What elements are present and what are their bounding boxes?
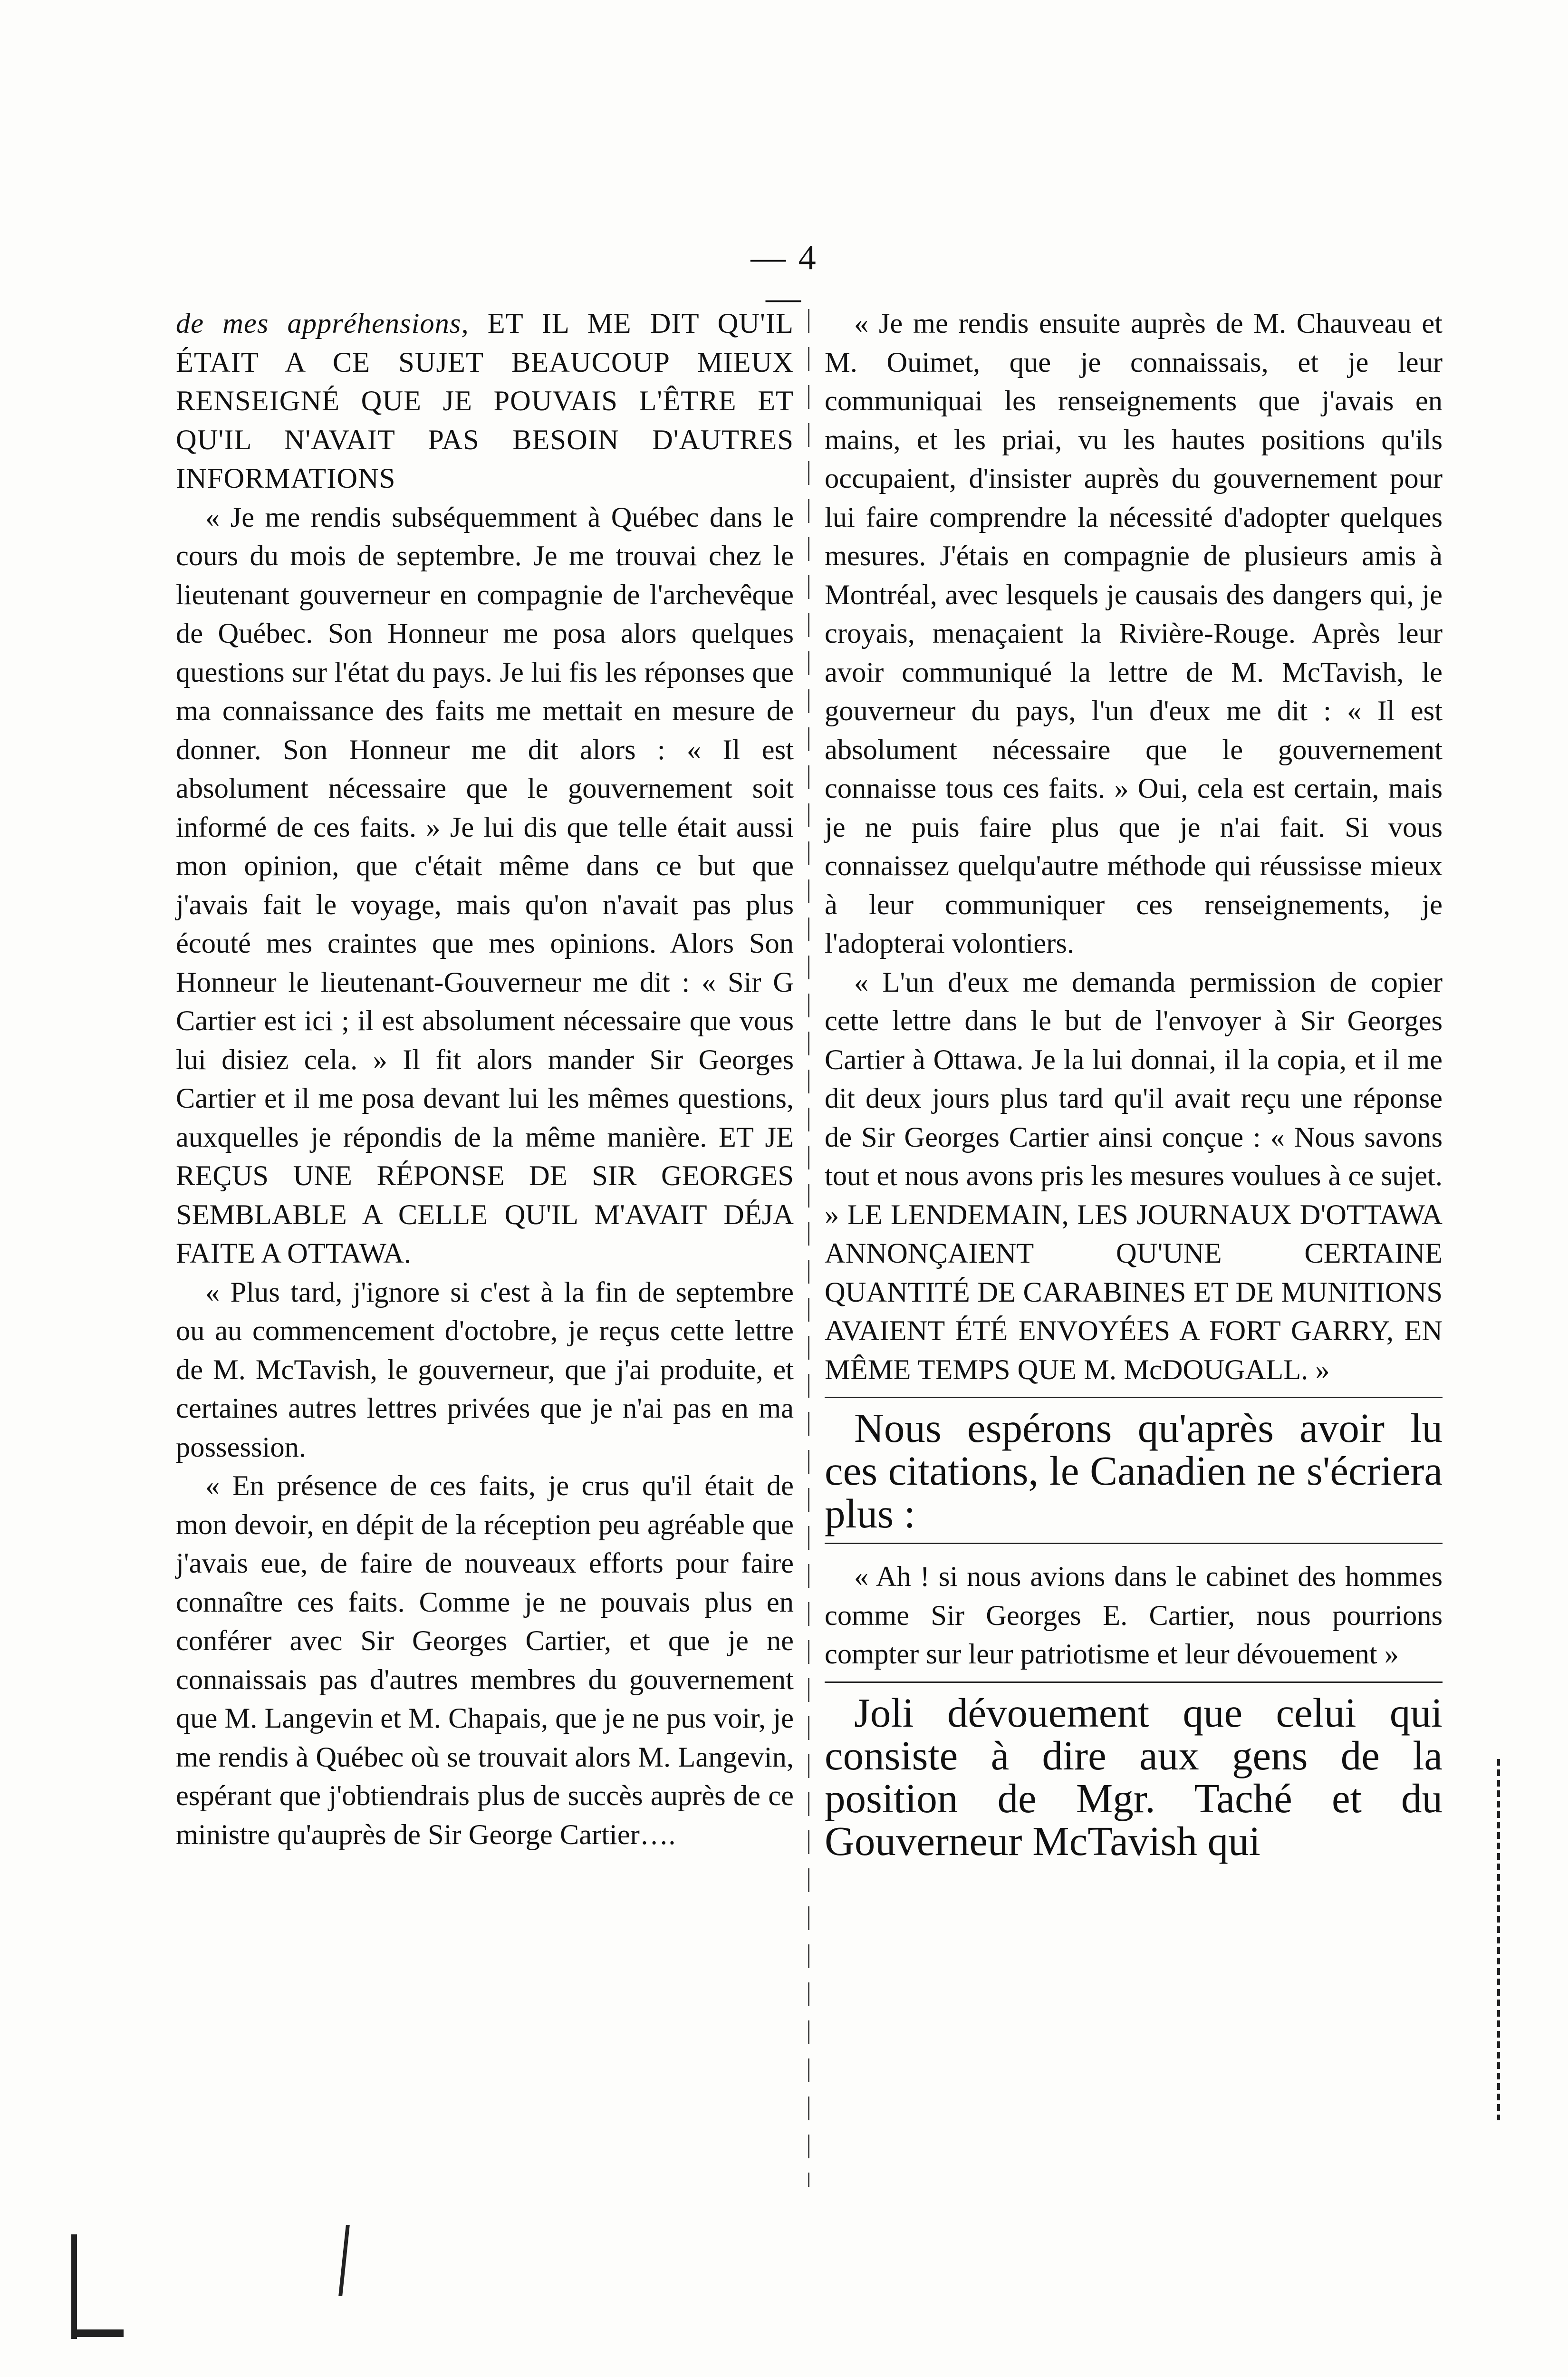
section-rule [825,1397,1443,1398]
editorial-paragraph-1: Nous espérons qu'après avoir lu ces citations, le Canadien ne s'écriera plus : [825,1405,1443,1536]
binding-mark-base [71,2329,124,2337]
page-number: — 4 — [750,238,818,318]
left-column [176,304,794,1854]
italic-lead: de mes appréhensions, [176,308,469,339]
paragraph-5: « Je me rendis ensuite auprès de M. Chauveau et M. Ouimet, que je connaissais, et je leur communiquai les renseignements que j'avais en mains, et les priai, vu les hautes positions qu'ils occupaient, d'insister auprès du gouvernement pour lui faire comprendre la nécessité d'adopter quelques mesures. J'étais en compagnie de plusieurs amis à Montréal, avec lesquels je causais des dangers qui, je croyais, menaçaient la Rivière-Rouge. Après leur avoir communiqué la lettre de M. McTavish, le gouverneur du pays, l'un d'eux me dit : « Il est absolument nécessaire que le gouvernement connaisse tous ces faits. » Oui, cela est certain, mais je ne puis faire plus que je n'ai fait. Si vous connaissez quelqu'autre méthode qui réussisse mieux à leur communiquer ces renseignements, je l'adopterai volontiers. [825,308,1443,959]
paragraph-4: « En présence de ces faits, je crus qu'il était de mon devoir, en dépit de la réception peu agréable que j'avais eue, de faire de nouveaux efforts pour faire connaître ces faits. Comme je ne pouvais plus en conférer avec Sir Georges Cartier, et que je ne connaissais pas d'autres membres du gouvernement que M. Langevin et M. Chapais, que je ne pus voir, je me rendis à Québec où se trouvait alors M. Langevin, espérant que j'obtiendrais plus de succès auprès de ce ministre qu'auprès de Sir George Cartier…. [176,1470,794,1851]
column-divider [808,309,809,2187]
quote-rule [825,1543,1443,1544]
margin-ornament [1497,1759,1500,2120]
quoted-passage: « Ah ! si nous avions dans le cabinet des hommes comme Sir Georges E. Cartier, nous pourrions compter sur leur patriotisme et leur dévouement » [825,1561,1443,1670]
binding-mark [71,2234,77,2339]
caps-text: ET IL ME DIT QU'IL ÉTAIT A CE SUJET BEAUCOUP MIEUX RENSEIGNÉ QUE JE POUVAIS L'ÊTRE ET QU'IL N'AVAIT PAS BESOIN D'AUTRES INFORMATIONS [176,308,794,494]
paragraph-1 [176,304,794,498]
paragraph-6: « L'un d'eux me demanda permission de copier cette lettre dans le but de l'envoyer à Sir Georges Cartier à Ottawa. Je la lui donnai, il la copia, et il me dit deux jours plus tard qu'il avait reçu une réponse de Sir Georges Cartier ainsi conçue : « Nous savons tout et nous avons pris les mesures voulues à ce sujet. » LE LENDEMAIN, LES JOURNAUX D'OTTAWA ANNONÇAIENT QU'UNE CERTAINE QUANTITÉ DE CARABINES ET DE MUNITIONS AVAIENT ÉTÉ ENVOYÉES A FORT GARRY, EN MÊME TEMPS QUE M. McDOUGALL. » [825,966,1443,1386]
paragraph-2: « Je me rendis subséquemment à Québec dans le cours du mois de septembre. Je me trouvai chez le lieutenant gouverneur en compagnie de l'archevêque de Québec. Son Honneur me posa alors quelques questions sur l'état du pays. Je lui fis les réponses que ma connaissance des faits me mettait en mesure de donner. Son Honneur me dit alors : « Il est absolument nécessaire que le gouvernement soit informé de ces faits. » Je lui dis que telle était aussi mon opinion, que c'était même dans ce but que j'avais fait le voyage, mais qu'on n'avait pas plus écouté mes craintes que mes opinions. Alors Son Honneur le lieutenant-Gouverneur me dit : « Sir G Cartier est ici ; il est absolument nécessaire que vous lui disiez cela. » Il fit alors mander Sir Georges Cartier et il me posa devant lui les mêmes questions, auxquelles je répondis de la même manière. ET JE REÇUS UNE RÉPONSE DE SIR GEORGES SEMBLABLE A CELLE QU'IL M'AVAIT DÉJA FAITE A OTTAWA. [176,501,794,1269]
section-rule-2 [825,1681,1443,1683]
right-column [825,304,1443,1863]
paragraph-3: « Plus tard, j'ignore si c'est à la fin de septembre ou au commencement d'octobre, je reçus cette lettre de M. McTavish, le gouverneur, que j'ai produite, et certaines autres lettres privées que je n'ai pas en ma possession. [176,1276,794,1463]
ink-mark [338,2225,350,2296]
editorial-paragraph-2: Joli dévouement que celui qui consiste à dire aux gens de la position de Mgr. Taché et du Gouverneur McTavish qui [825,1689,1443,1864]
